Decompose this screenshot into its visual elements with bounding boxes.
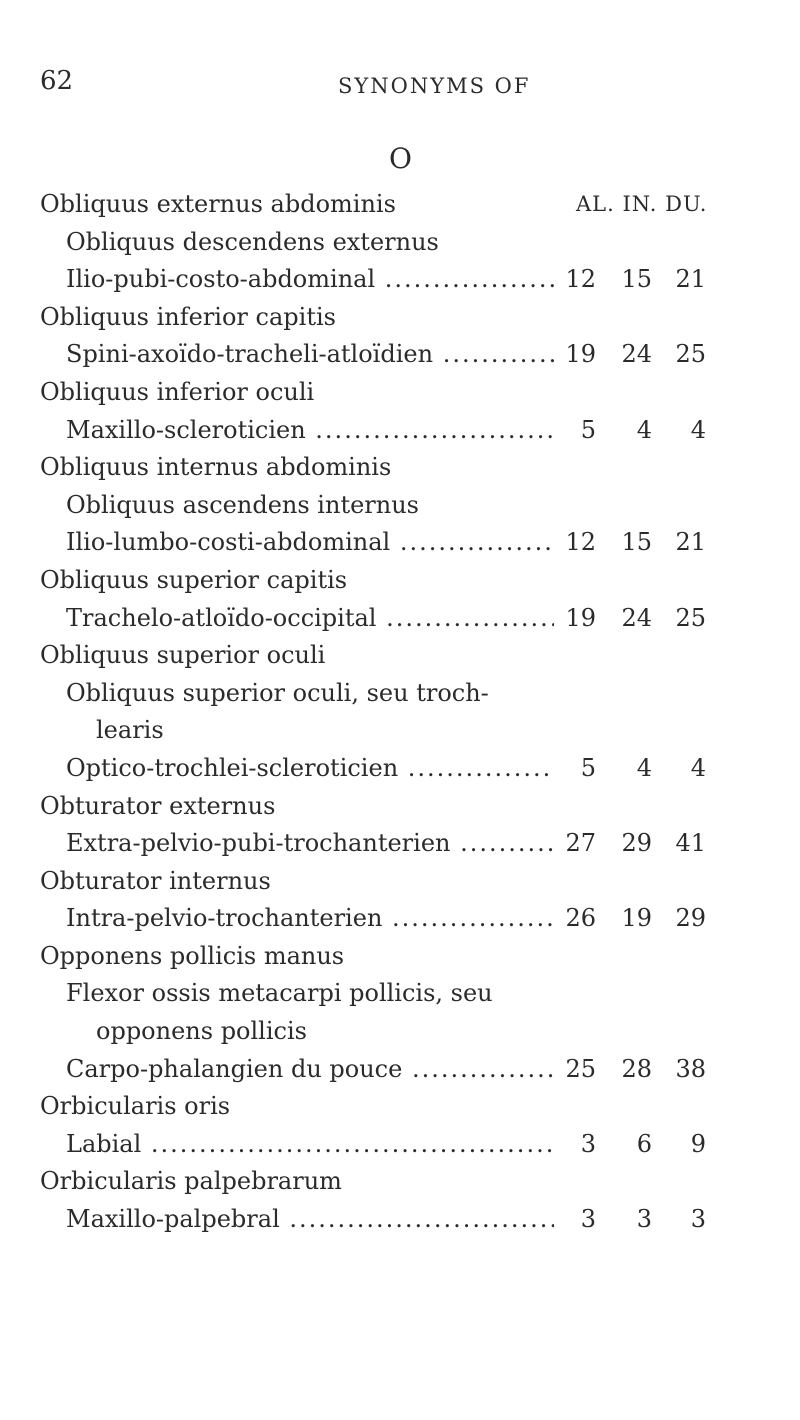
column-header: AL. IN. DU. (576, 192, 708, 216)
muscle-name: Obliquus internus abdominis (40, 453, 392, 482)
entry-name-line (0, 562, 800, 600)
french-name-line (0, 1051, 800, 1089)
value-du: 25 (675, 603, 706, 632)
value-al: 5 (580, 415, 596, 444)
synonym-line (0, 224, 800, 262)
value-al: 19 (565, 603, 596, 632)
muscle-name: Obturator externus (40, 791, 276, 820)
running-head: SYNONYMS OF (338, 74, 531, 98)
value-columns (546, 336, 776, 374)
value-al: 12 (565, 528, 596, 557)
french-name: Optico-trochlei-scleroticien ..... (66, 750, 554, 788)
french-name-line (0, 336, 800, 374)
synonym-line (0, 675, 800, 713)
french-name-line (0, 900, 800, 938)
entry-name-line (0, 863, 800, 901)
value-columns (546, 1201, 776, 1239)
entry-name-line (0, 449, 800, 487)
value-in: 4 (636, 753, 652, 782)
value-du: 41 (675, 829, 706, 858)
value-al: 3 (580, 1129, 596, 1158)
muscle-name: Opponens pollicis manus (40, 941, 345, 970)
value-du: 4 (690, 753, 706, 782)
value-columns (546, 1126, 776, 1164)
value-columns (546, 825, 776, 863)
value-columns (546, 1051, 776, 1089)
muscle-name: Obliquus superior oculi (40, 641, 326, 670)
value-du: 29 (675, 904, 706, 933)
value-in: 4 (636, 415, 652, 444)
synonym-line (0, 1013, 800, 1051)
french-name-line (0, 750, 800, 788)
value-al: 27 (565, 829, 596, 858)
value-columns (546, 900, 776, 938)
value-du: 25 (675, 340, 706, 369)
entry-name-line (0, 637, 800, 675)
value-du: 21 (675, 528, 706, 557)
page-number: 62 (40, 66, 74, 96)
value-in: 15 (621, 528, 652, 557)
french-name-line (0, 600, 800, 638)
muscle-name: Obliquus superior capitis (40, 565, 348, 594)
french-name-line (0, 1126, 800, 1164)
value-al: 12 (565, 265, 596, 294)
value-du: 9 (690, 1129, 706, 1158)
french-name: Maxillo-scleroticien ..... (66, 412, 554, 450)
french-name: Ilio-pubi-costo-abdominal ..... (66, 261, 554, 299)
french-name: Intra-pelvio-trochanterien ..... (66, 900, 554, 938)
muscle-name: Orbicularis palpebrarum (40, 1167, 342, 1196)
value-al: 5 (580, 753, 596, 782)
value-al: 3 (580, 1205, 596, 1234)
entry-name-line (0, 374, 800, 412)
french-name: Maxillo-palpebral ..... (66, 1201, 554, 1239)
entry-name-line (0, 938, 800, 976)
value-du: 38 (675, 1054, 706, 1083)
muscle-name: Obturator internus (40, 866, 271, 895)
synonym-text: Obliquus superior oculi, seu troch- (66, 678, 489, 707)
value-columns (546, 261, 776, 299)
synonym-text: Obliquus descendens externus (66, 227, 439, 256)
muscle-name: Obliquus externus abdominis (40, 190, 396, 218)
value-columns (546, 600, 776, 638)
value-in: 6 (636, 1129, 652, 1158)
value-columns (546, 750, 776, 788)
value-du: 4 (690, 415, 706, 444)
french-name-line (0, 412, 800, 450)
value-in: 24 (621, 340, 652, 369)
muscle-name: Obliquus inferior capitis (40, 302, 336, 331)
value-in: 24 (621, 603, 652, 632)
value-columns (546, 524, 776, 562)
value-al: 25 (565, 1054, 596, 1083)
french-name-line (0, 1201, 800, 1239)
synonym-line (0, 975, 800, 1013)
synonym-list (0, 186, 800, 1239)
entry-name-line (0, 299, 800, 337)
muscle-name: Orbicularis oris (40, 1092, 231, 1121)
value-in: 29 (621, 829, 652, 858)
french-name-line (0, 261, 800, 299)
value-al: 26 (565, 904, 596, 933)
french-name: Carpo-phalangien du pouce ..... (66, 1051, 554, 1089)
synonym-line (0, 712, 800, 750)
synonym-text: Flexor ossis metacarpi pollicis, seu (66, 979, 493, 1008)
french-name-line (0, 825, 800, 863)
value-du: 21 (675, 265, 706, 294)
muscle-name: Obliquus inferior oculi (40, 377, 315, 406)
synonym-text: opponens pollicis (96, 1017, 307, 1046)
entry-name-line (0, 1088, 800, 1126)
synonym-text: learis (96, 716, 164, 745)
french-name: Labial ..... (66, 1126, 554, 1164)
entry-name-line (0, 186, 800, 224)
entry-name-line (0, 1163, 800, 1201)
value-in: 3 (636, 1205, 652, 1234)
french-name: Ilio-lumbo-costi-abdominal ..... (66, 524, 554, 562)
value-columns (546, 412, 776, 450)
synonym-text: Obliquus ascendens internus (66, 490, 419, 519)
value-du: 3 (690, 1205, 706, 1234)
value-in: 19 (621, 904, 652, 933)
french-name: Trachelo-atloïdo-occipital ..... (66, 600, 554, 638)
value-al: 19 (565, 340, 596, 369)
entry-name-line (0, 788, 800, 826)
french-name-line (0, 524, 800, 562)
french-name: Spini-axoïdo-tracheli-atloïdien ..... (66, 336, 554, 374)
value-in: 28 (621, 1054, 652, 1083)
letter-heading: O (389, 142, 412, 175)
value-in: 15 (621, 265, 652, 294)
synonym-line (0, 487, 800, 525)
french-name: Extra-pelvio-pubi-trochanterien ..... (66, 825, 554, 863)
